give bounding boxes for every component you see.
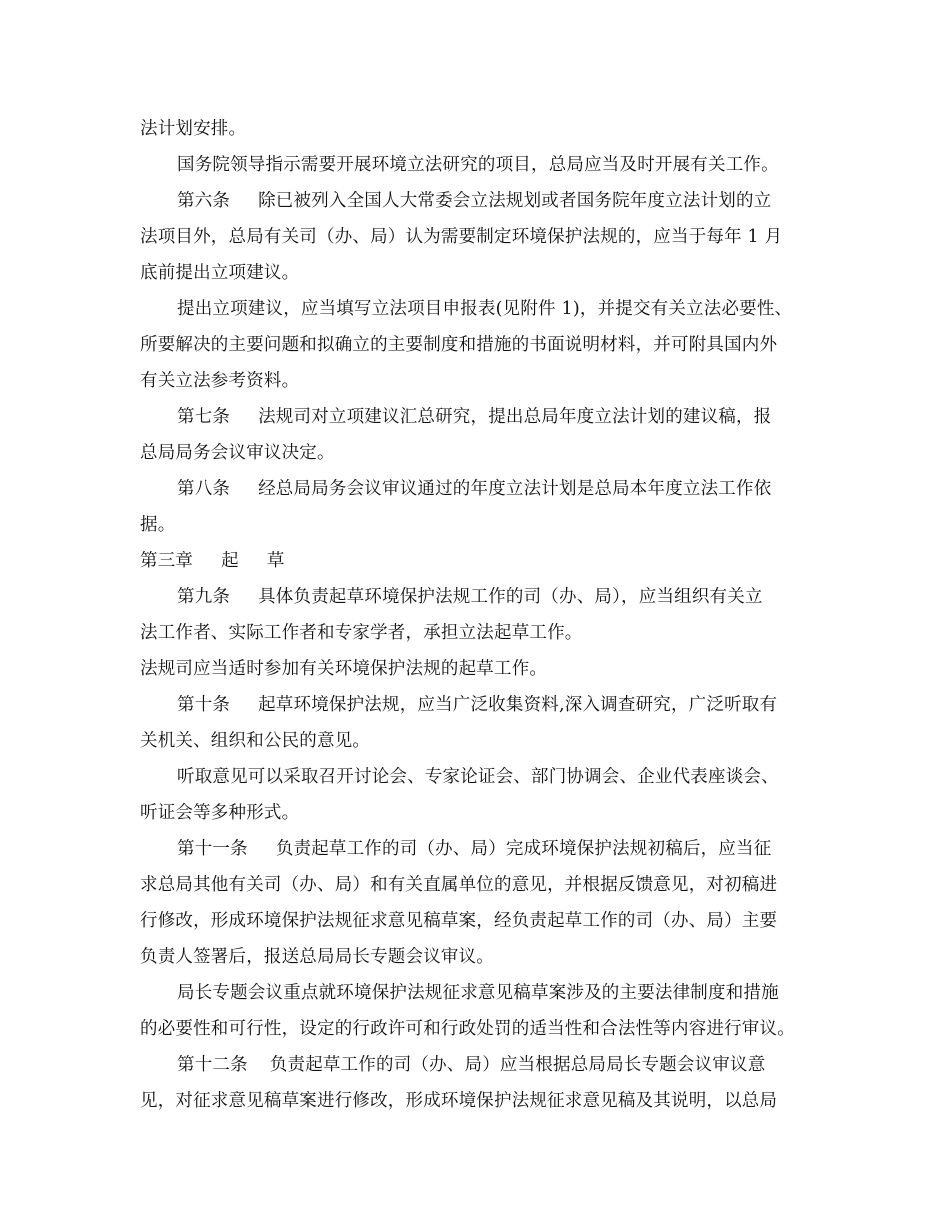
article-line <box>177 472 771 506</box>
text-line: 国务院领导指示需要开展环境立法研究的项目，总局应当及时开展有关工作。 <box>177 155 779 175</box>
text-line: 行修改，形成环境保护法规征求意见稿草案，经负责起草工作的司（办、局）主要 <box>140 911 778 931</box>
text-line: 听取意见可以采取召开讨论会、专家论证会、部门协调会、企业代表座谈会、 <box>177 767 779 787</box>
text-line: 据。 <box>140 515 176 535</box>
text-line: 法项目外，总局有关司（办、局）认为需要制定环境保护法规的，应当于每年 1 月 <box>140 227 783 247</box>
article-line <box>177 184 771 218</box>
text-line: 听证会等多种形式。 <box>140 803 300 823</box>
article-heading: 第十二条 <box>177 1055 248 1075</box>
text-line: 法规司应当适时参加有关环境保护法规的起草工作。 <box>140 659 548 679</box>
article-text: 具体负责起草环境保护法规工作的司（办、局），应当组织有关立 <box>258 587 763 607</box>
article-heading: 第九条 <box>177 587 231 607</box>
article-heading: 第七条 <box>177 407 231 427</box>
text-line: 所要解决的主要问题和拟确立的主要制度和措施的书面说明材料，并可附具国内外 <box>140 335 778 355</box>
chapter-number: 第三章 <box>140 551 194 571</box>
article-line <box>177 400 771 434</box>
article-line <box>177 688 777 722</box>
chapter-title-char: 草 <box>266 551 285 571</box>
article-heading: 第八条 <box>177 479 231 499</box>
text-line: 法计划安排。 <box>140 119 247 139</box>
text-line: 的必要性和可行性，设定的行政许可和行政处罚的适当性和合法性等内容进行审议。 <box>140 1019 795 1039</box>
text-line: 局长专题会议重点就环境保护法规征求意见稿草案涉及的主要法律制度和措施 <box>177 983 779 1003</box>
article-text: 除已被列入全国人大常委会立法规划或者国务院年度立法计划的立 <box>258 191 772 211</box>
chapter-title-char: 起 <box>221 551 239 571</box>
article-line <box>177 580 763 614</box>
text-line: 底前提出立项建议。 <box>140 263 300 283</box>
article-text: 负责起草工作的司（办、局）应当根据总局局长专题会议审议意 <box>269 1055 766 1075</box>
article-text: 法规司对立项建议汇总研究，提出总局年度立法计划的建议稿，报 <box>258 407 772 427</box>
article-line <box>177 832 771 866</box>
article-heading: 第十一条 <box>177 839 248 859</box>
text-line: 总局局务会议审议决定。 <box>140 443 335 463</box>
chapter-heading <box>140 544 285 578</box>
article-text: 负责起草工作的司（办、局）完成环境保护法规初稿后，应当征 <box>275 839 772 859</box>
article-line <box>177 1048 765 1082</box>
text-line: 提出立项建议，应当填写立法项目申报表(见附件 1)，并提交有关立法必要性、 <box>177 299 793 319</box>
text-line: 负责人签署后，报送总局局长专题会议审议。 <box>140 947 494 967</box>
article-text: 经总局局务会议审议通过的年度立法计划是总局本年度立法工作依 <box>258 479 772 499</box>
text-line: 关机关、组织和公民的意见。 <box>140 731 371 751</box>
article-text: 起草环境保护法规，应当广泛收集资料,深入调查研究，广泛听取有 <box>258 695 778 715</box>
article-heading: 第十条 <box>177 695 231 715</box>
text-line: 有关立法参考资料。 <box>140 371 300 391</box>
text-line: 求总局其他有关司（办、局）和有关直属单位的意见，并根据反馈意见，对初稿进 <box>140 875 778 895</box>
text-line: 见，对征求意见稿草案进行修改，形成环境保护法规征求意见稿及其说明，以总局 <box>140 1091 778 1111</box>
text-line: 法工作者、实际工作者和专家学者，承担立法起草工作。 <box>140 623 583 643</box>
article-heading: 第六条 <box>177 191 231 211</box>
